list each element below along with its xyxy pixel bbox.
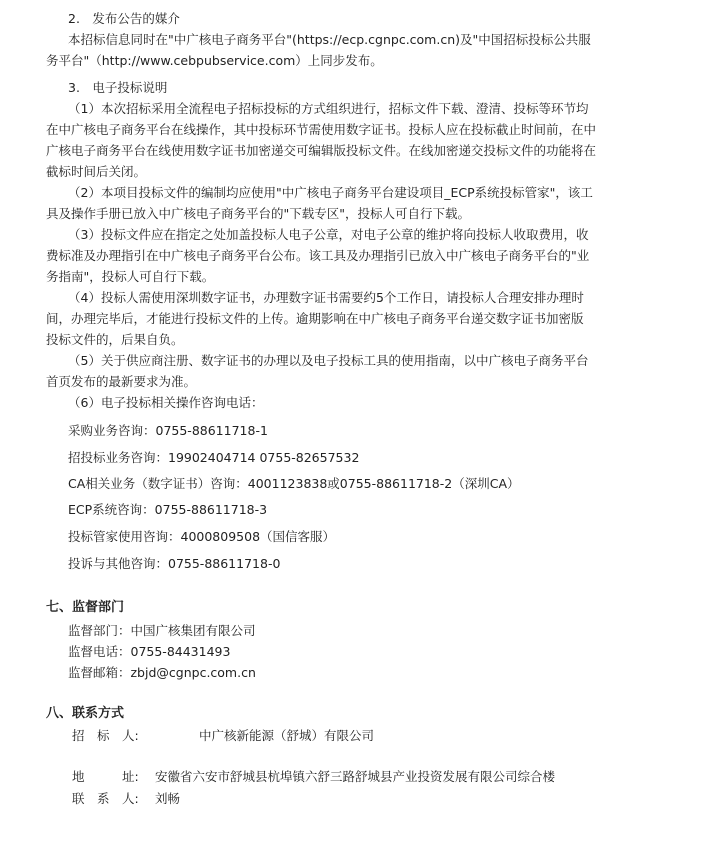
contact-complaint: 投诉与其他咨询：0755-88611718-0 (68, 556, 281, 571)
contact-bidding: 招投标业务咨询：19902404714 0755-82657532 (68, 450, 360, 465)
tenderer-value: 中广核新能源（舒城）有限公司 (199, 728, 375, 743)
ebid-p3-line-3: 务指南"，投标人可自行下载。 (46, 269, 215, 284)
ebid-p3-line-2: 费标准及办理指引在中广核电子商务平台公布。该工具及办理指引已放入中广核电子商务平台的"业 (46, 248, 590, 263)
section-media-heading: 2. 发布公告的媒介 (68, 11, 180, 26)
contact-person-label: 联 系 人: (72, 791, 139, 806)
section-ebid-heading: 3. 电子投标说明 (68, 80, 168, 95)
ebid-p5-line-1: （5）关于供应商注册、数字证书的办理以及电子投标工具的使用指南，以中广核电子商务平台 (68, 353, 589, 368)
contact-person-value: 刘畅 (155, 791, 181, 806)
ebid-p5-line-2: 首页发布的最新要求为准。 (46, 374, 197, 389)
ebid-p6: （6）电子投标相关操作咨询电话： (68, 395, 264, 410)
ebid-p1-line-4: 截标时间后关闭。 (46, 164, 147, 179)
supervision-phone: 监督电话：0755-84431493 (68, 644, 231, 659)
ebid-p2-line-2: 具及操作手册已放入中广核电子商务平台的"下载专区"，投标人可自行下载。 (46, 206, 471, 221)
contact-bid-manager: 投标管家使用咨询：4000809508（国信客服） (68, 529, 336, 544)
address-value: 安徽省六安市舒城县杭埠镇六舒三路舒城县产业投资发展有限公司综合楼 (155, 769, 556, 784)
ebid-p4-line-1: （4）投标人需使用深圳数字证书，办理数字证书需要约5个工作日，请投标人合理安排办理时 (68, 290, 584, 305)
tenderer-label: 招 标 人: (72, 728, 139, 743)
section-media-line-1: 本招标信息同时在"中广核电子商务平台"(https://ecp.cgnpc.com.cn)及"中国招标投标公共服 (68, 32, 591, 47)
ebid-p1-line-3: 广核电子商务平台在线使用数字证书加密递交可编辑版投标文件。在线加密递交投标文件的功能将在 (46, 143, 597, 158)
supervision-email: 监督邮箱：zbjd@cgnpc.com.cn (68, 665, 256, 680)
ebid-p3-line-1: （3）投标文件应在指定之处加盖投标人电子公章，对电子公章的维护将向投标人收取费用，收 (68, 227, 589, 242)
ebid-p2-line-1: （2）本项目投标文件的编制均应使用"中广核电子商务平台建设项目_ECP系统投标管家"，该工 (68, 185, 593, 200)
contact-ecp: ECP系统咨询：0755-88611718-3 (68, 502, 268, 517)
ebid-p1-line-1: （1）本次招标采用全流程电子招标投标的方式组织进行，招标文件下载、澄清、投标等环节均 (68, 101, 589, 116)
supervision-dept: 监督部门：中国广核集团有限公司 (68, 623, 256, 638)
contact-ca: CA相关业务（数字证书）咨询：4001123838或0755-88611718-2（深圳CA） (68, 476, 520, 491)
section-media-line-2: 务平台"（http://www.cebpubservice.com）上同步发布。 (46, 53, 383, 68)
ebid-p4-line-2: 间，办理完毕后，才能进行投标文件的上传。逾期影响在中广核电子商务平台递交数字证书加密版 (46, 311, 584, 326)
contact-procurement: 采购业务咨询：0755-88611718-1 (68, 423, 268, 438)
ebid-p1-line-2: 在中广核电子商务平台在线操作，其中投标环节需使用数字证书。投标人应在投标截止时间前，在中 (46, 122, 597, 137)
section-supervision-heading: 七、监督部门 (46, 600, 125, 615)
section-contact-heading: 八、联系方式 (46, 706, 125, 721)
address-label: 地 址: (72, 769, 139, 784)
ebid-p4-line-3: 投标文件的，后果自负。 (46, 332, 184, 347)
